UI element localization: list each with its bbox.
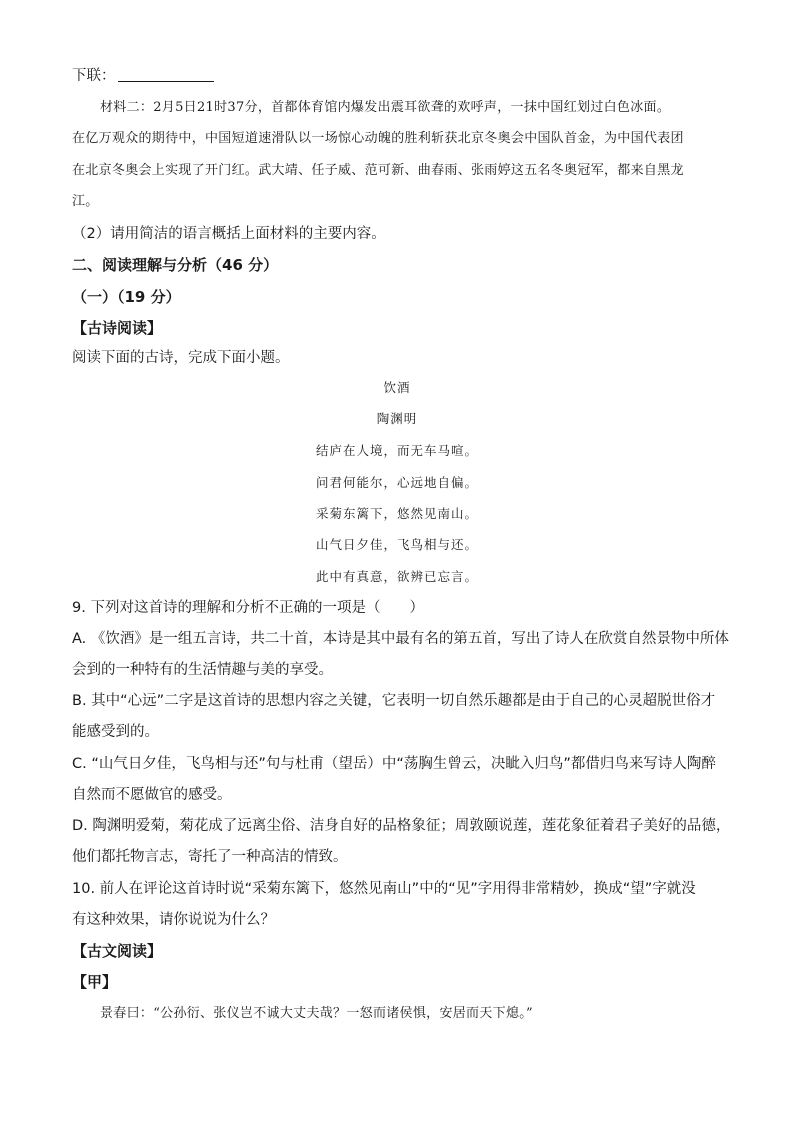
poem-instruction: 阅读下面的古诗，完成下面小题。 <box>72 350 290 366</box>
option-d-line-1: D. 陶渊明爱菊，菊花成了远离尘俗、洁身自好的品格象征；周敦颐说莲，莲花象征着君子美好的品德， <box>72 818 731 834</box>
poem-line: 结庐在人境，而无车马喧。 <box>315 443 478 458</box>
section-heading: 二、阅读理解与分析（46 分） <box>72 256 279 274</box>
poem-line: 此中有真意，欲辨已忘言。 <box>315 569 478 584</box>
xialian-line <box>72 66 214 86</box>
passage-jia-line-1: 景春曰：“公孙衍、张仪岂不诚大丈夫哉？一怒而诸侯惧，安居而天下熄。” <box>100 1006 533 1021</box>
option-d-line-2: 他们都托物言志，寄托了一种高洁的情致。 <box>72 849 348 865</box>
answer-blank[interactable] <box>118 67 214 82</box>
option-b-line-2: 能感受到的。 <box>72 724 159 740</box>
material2-line-2: 在亿万观众的期待中，中国短道速滑队以一场惊心动魄的胜利斩获北京冬奥会中国队首金，为中国代表团 <box>72 131 684 146</box>
passage-jia-tag: 【甲】 <box>72 973 118 991</box>
option-c-line-1: C. “山气日夕佳，飞鸟相与还”句与杜甫（望岳）中“荡胸生曾云，决眦入归鸟”都借归鸟来写诗人陶醉 <box>72 756 716 772</box>
option-c-line-2: 自然而不愿做官的感受。 <box>72 787 232 803</box>
option-a-line-1: A. 《饮酒》是一组五言诗，共二十首，本诗是其中最有名的第五首，写出了诗人在欣赏自然景物中所体 <box>72 631 729 647</box>
question-9-stem: 9. 下列对这首诗的理解和分析不正确的一项是（ ） <box>72 600 424 616</box>
material2-line-3: 在北京冬奥会上实现了开门红。武大靖、任子威、范可新、曲春雨、张雨婷这五名冬奥冠军，都来自黑龙 <box>72 163 684 178</box>
poem-line: 采菊东篱下，悠然见南山。 <box>315 506 478 521</box>
question-10-line-2: 有这种效果，请你说说为什么？ <box>72 912 275 928</box>
question-10-line-1: 10. 前人在评论这首诗时说“采菊东篱下，悠然见南山”中的“见”字用得非常精妙，换成“望”字就没 <box>72 881 696 897</box>
material2-line-4: 江。 <box>72 194 99 209</box>
material2-line-1: 材料二：2月5日21时37分，首都体育馆内爆发出震耳欲聋的欢呼声，一抹中国红划过白色冰面。 <box>100 100 671 115</box>
part-one-heading: （一）（19 分） <box>72 288 181 306</box>
question-2: （2）请用简洁的语言概括上面材料的主要内容。 <box>72 226 386 242</box>
poem-line: 山气日夕佳，飞鸟相与还。 <box>315 537 478 552</box>
option-b-line-1: B. 其中“心远”二字是这首诗的思想内容之关键，它表明一切自然乐趣都是由于自己的心灵超脱世俗才 <box>72 693 716 709</box>
option-a-line-2: 会到的一种特有的生活情趣与美的享受。 <box>72 662 333 678</box>
poem-line: 问君何能尔，心远地自偏。 <box>315 475 478 490</box>
poem-title: 饮酒 <box>383 380 411 395</box>
xialian-label: 下联： <box>72 68 116 84</box>
classical-section-tag: 【古文阅读】 <box>72 942 163 960</box>
poem-author: 陶渊明 <box>376 411 418 426</box>
poem-section-tag: 【古诗阅读】 <box>72 319 163 337</box>
